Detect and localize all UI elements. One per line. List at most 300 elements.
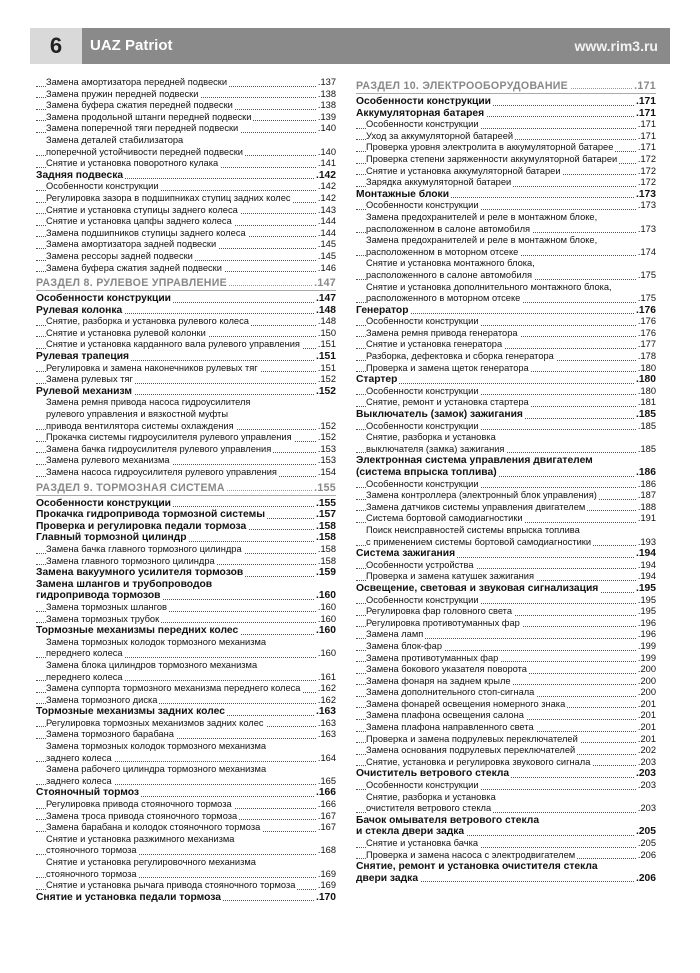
toc-entry-title: Поиск неисправностей системы впрыска топлива (366, 524, 580, 535)
toc-entry-title: Замена вакуумного усилителя тормозов (36, 567, 244, 579)
toc-entry[interactable] (36, 455, 336, 467)
toc-entry[interactable] (356, 282, 656, 294)
toc-entry[interactable] (356, 745, 656, 757)
toc-entry[interactable] (356, 618, 656, 630)
toc-chapter-entry[interactable] (356, 548, 656, 560)
toc-entry[interactable] (36, 637, 336, 649)
toc-page-number: .185 (637, 420, 656, 431)
toc-page-number: .159 (315, 567, 336, 579)
toc-entry[interactable] (36, 444, 336, 456)
toc-chapter-entry[interactable] (356, 455, 656, 467)
toc-entry[interactable] (36, 614, 336, 626)
toc-page-number: .146 (317, 262, 336, 273)
toc-chapter-entry[interactable] (36, 892, 336, 904)
toc-entry[interactable] (36, 112, 336, 124)
toc-entry-title: Замена дополнительного стоп-сигнала (366, 687, 535, 698)
toc-page-number: .176 (637, 327, 656, 338)
toc-entry-title: Снятие, разборка и установка (366, 432, 496, 443)
toc-page-number: .172 (637, 177, 656, 188)
toc-entry-title: Замена рессоры задней подвески (46, 250, 193, 261)
toc-entry[interactable] (36, 764, 336, 776)
toc-entry-title: выключателя (замка) зажигания (366, 443, 505, 454)
toc-entry[interactable] (36, 374, 336, 386)
toc-page-number: .181 (637, 397, 656, 408)
toc-entry[interactable] (36, 799, 336, 811)
toc-page-number: .143 (317, 204, 336, 215)
toc-page-number: .180 (635, 374, 656, 386)
toc-page-number: .196 (637, 617, 656, 628)
toc-entry[interactable] (356, 653, 656, 665)
toc-entry-title: Уход за аккумуляторной батареей (366, 130, 514, 141)
toc-page-number: .145 (317, 239, 336, 250)
toc-entry-title: Рулевая трапеция (36, 351, 130, 363)
toc-entry-title: Снятие и установка цапфы заднего колеса (46, 216, 232, 227)
toc-entry-title: Замена рабочего цилиндра тормозного механизма (46, 764, 267, 775)
toc-entry[interactable] (36, 729, 336, 741)
toc-entry[interactable] (36, 834, 336, 846)
toc-entry[interactable] (36, 193, 336, 205)
toc-page-number: .200 (637, 675, 656, 686)
toc-entry[interactable] (356, 444, 656, 456)
toc-section-heading[interactable] (36, 276, 336, 291)
toc-page-number: .160 (317, 648, 336, 659)
toc-chapter-entry[interactable] (356, 873, 656, 885)
toc-entry[interactable] (356, 792, 656, 804)
toc-page-number: .173 (635, 188, 656, 200)
toc-page-number: .148 (315, 304, 336, 316)
toc-chapter-entry[interactable] (36, 509, 336, 521)
toc-entry-title: Снятие, установка и регулировка звукового сигнала (366, 756, 591, 767)
toc-chapter-entry[interactable] (356, 108, 656, 120)
toc-entry-title: заднего колеса (46, 752, 112, 763)
toc-page-number: .196 (637, 629, 656, 640)
toc-entry-title: Особенности конструкции (366, 780, 479, 791)
toc-entry[interactable] (356, 177, 656, 189)
toc-page-number: .169 (317, 880, 336, 891)
toc-entry-title: двери задка (356, 872, 419, 884)
leader-dots (356, 383, 656, 384)
toc-page-number: .138 (317, 88, 336, 99)
toc-entry[interactable] (356, 490, 656, 502)
toc-chapter-entry[interactable] (36, 498, 336, 510)
toc-entry[interactable] (356, 606, 656, 618)
toc-entry[interactable] (36, 158, 336, 170)
toc-entry-title: Проверка степени заряженности аккумуляторной батареи (366, 153, 618, 164)
toc-entry-title: переднего колеса (46, 671, 123, 682)
toc-entry[interactable] (356, 687, 656, 699)
toc-entry[interactable] (356, 386, 656, 398)
toc-entry[interactable] (356, 479, 656, 491)
toc-entry-title: Система зажигания (356, 548, 456, 560)
toc-chapter-entry[interactable] (356, 374, 656, 386)
toc-page-number: .206 (635, 872, 656, 884)
toc-entry[interactable] (356, 699, 656, 711)
toc-entry[interactable] (356, 513, 656, 525)
toc-chapter-entry[interactable] (36, 625, 336, 637)
toc-page-number: .168 (317, 845, 336, 856)
toc-entry-title: Очиститель ветрового стекла (356, 768, 510, 780)
toc-entry[interactable] (36, 695, 336, 707)
toc-entry-title: Замена блока цилиндров тормозного механизма (46, 659, 258, 670)
toc-chapter-entry[interactable] (356, 305, 656, 317)
toc-entry[interactable] (356, 560, 656, 572)
toc-entry-title: Монтажные блоки (356, 188, 450, 200)
toc-entry-title: Замена суппорта тормозного механизма переднего колеса (46, 683, 301, 694)
toc-entry[interactable] (36, 228, 336, 240)
toc-entry-title: Замена продольной штанги передней подвески (46, 111, 252, 122)
toc-page-number: .186 (637, 478, 656, 489)
toc-page-number: .195 (635, 582, 656, 594)
toc-entry[interactable] (356, 293, 656, 305)
toc-page-number: .171 (634, 80, 656, 92)
toc-entry-title: РАЗДЕЛ 9. ТОРМОЗНАЯ СИСТЕМА (36, 481, 225, 494)
toc-entry[interactable] (356, 537, 656, 549)
toc-entry[interactable] (356, 838, 656, 850)
toc-page-number: .174 (637, 246, 656, 257)
toc-entry[interactable] (356, 397, 656, 409)
toc-chapter-entry[interactable] (36, 386, 336, 398)
toc-chapter-entry[interactable] (356, 826, 656, 838)
toc-entry[interactable] (36, 741, 336, 753)
toc-chapter-entry[interactable] (36, 706, 336, 718)
toc-entry[interactable] (36, 880, 336, 892)
toc-entry[interactable] (356, 710, 656, 722)
toc-entry-title: Проверка и регулировка педали тормоза (36, 520, 247, 532)
toc-entry[interactable] (356, 316, 656, 328)
toc-entry[interactable] (356, 850, 656, 862)
toc-page-number: .163 (315, 706, 336, 718)
toc-page-number: .170 (315, 891, 336, 903)
toc-entry[interactable] (36, 467, 336, 479)
toc-entry[interactable] (36, 432, 336, 444)
toc-entry[interactable] (36, 239, 336, 251)
toc-entry-title: Замена бачка главного тормозного цилиндра (46, 543, 242, 554)
toc-page-number: .195 (637, 594, 656, 605)
toc-page-number: .154 (317, 467, 336, 477)
toc-entry-title: Освещение, световая и звуковая сигнализация (356, 582, 599, 594)
toc-page-number: .185 (637, 443, 656, 454)
toc-entry-title: Рулевой механизм (36, 385, 132, 397)
toc-entry[interactable] (36, 123, 336, 135)
toc-page-number: .152 (317, 374, 336, 385)
toc-chapter-entry[interactable] (36, 351, 336, 363)
toc-chapter-entry[interactable] (36, 521, 336, 533)
toc-entry[interactable] (36, 205, 336, 217)
toc-page-number: .193 (637, 536, 656, 547)
toc-chapter-entry[interactable] (36, 567, 336, 579)
toc-page-number: .160 (317, 601, 336, 612)
toc-page-number: .176 (637, 316, 656, 327)
toc-page-number: .171 (637, 142, 656, 153)
toc-entry[interactable] (356, 235, 656, 247)
toc-page-number: .144 (317, 227, 336, 238)
toc-page-number: .160 (315, 625, 336, 637)
toc-page-number: .142 (315, 169, 336, 181)
toc-entry[interactable] (36, 421, 336, 433)
toc-page-number: .147 (315, 293, 336, 305)
toc-page-number: .166 (315, 787, 336, 799)
toc-page-number: .172 (637, 153, 656, 164)
toc-page-number: .139 (317, 111, 336, 122)
toc-entry[interactable] (36, 556, 336, 568)
toc-entry[interactable] (36, 397, 336, 409)
toc-entry-title: Особенности конструкции (366, 316, 479, 327)
toc-entry[interactable] (356, 212, 656, 224)
toc-page-number: .157 (315, 509, 336, 521)
toc-page-number: .144 (317, 216, 336, 227)
toc-entry[interactable] (36, 602, 336, 614)
toc-page-number: .163 (317, 717, 336, 728)
toc-chapter-entry[interactable] (356, 96, 656, 108)
toc-entry[interactable] (36, 776, 336, 788)
toc-entry[interactable] (356, 363, 656, 375)
toc-chapter-entry[interactable] (36, 293, 336, 305)
toc-page-number: .203 (635, 768, 656, 780)
toc-chapter-entry[interactable] (36, 305, 336, 317)
toc-entry[interactable] (356, 803, 656, 815)
toc-page-number: .165 (317, 775, 336, 786)
toc-chapter-entry[interactable] (36, 787, 336, 799)
toc-page-number: .155 (315, 497, 336, 509)
toc-chapter-entry[interactable] (36, 590, 336, 602)
toc-page-number: .142 (317, 181, 336, 192)
toc-page-number: .140 (317, 123, 336, 134)
toc-entry-title: рулевого управления и вязкостной муфты (46, 409, 229, 420)
toc-entry[interactable] (36, 328, 336, 340)
toc-page-number: .147 (314, 277, 336, 290)
toc-entry[interactable] (356, 676, 656, 688)
toc-page-number: .202 (637, 745, 656, 756)
toc-entry-title: расположенного в салоне автомобиля (366, 269, 533, 280)
toc-entry[interactable] (356, 119, 656, 131)
toc-entry-title: Проверка и замена подрулевых переключателей (366, 733, 578, 744)
toc-entry[interactable] (36, 363, 336, 375)
toc-entry-title: Тормозные механизмы задних колес (36, 706, 225, 718)
toc-entry[interactable] (36, 409, 336, 421)
toc-entry[interactable] (356, 200, 656, 212)
toc-entry-title: Особенности конструкции (366, 385, 479, 396)
toc-page-number: .161 (317, 671, 336, 682)
toc-chapter-entry[interactable] (356, 861, 656, 873)
toc-page-number: .176 (635, 304, 656, 316)
toc-entry[interactable] (36, 77, 336, 89)
toc-entry-title: Замена насоса гидроусилителя рулевого управления (46, 467, 277, 477)
toc-entry-title: Электронная система управления двигателем (356, 455, 593, 467)
toc-entry-title: Замена тормозных шлангов (46, 601, 167, 612)
toc-page-number: .151 (315, 351, 336, 363)
toc-entry-title: Замена блок-фар (366, 640, 442, 651)
toc-entry[interactable] (36, 135, 336, 147)
toc-entry[interactable] (356, 166, 656, 178)
toc-page-number: .150 (317, 327, 336, 338)
toc-entry[interactable] (36, 811, 336, 823)
toc-entry[interactable] (356, 664, 656, 676)
toc-entry[interactable] (356, 258, 656, 270)
toc-page-number: .201 (637, 710, 656, 721)
toc-entry[interactable] (356, 131, 656, 143)
toc-entry-title: Замена контроллера (электронный блок управления) (366, 490, 597, 501)
toc-entry-title: Снятие, ремонт и установка стартера (366, 397, 529, 408)
toc-entry[interactable] (36, 339, 336, 351)
toc-entry-title: стояночного тормоза (46, 868, 137, 879)
toc-page-number: .201 (637, 733, 656, 744)
toc-entry[interactable] (36, 147, 336, 159)
toc-entry-title: Замена предохранителей и реле в монтажном блоке, (366, 235, 598, 246)
toc-page-number: .173 (637, 223, 656, 234)
toc-chapter-entry[interactable] (356, 768, 656, 780)
toc-page-number: .152 (315, 385, 336, 397)
toc-right-column (356, 77, 656, 884)
toc-page-number: .169 (317, 868, 336, 879)
toc-entry-title: расположенном в моторном отсеке (366, 246, 519, 257)
toc-entry-title: Особенности конструкции (46, 181, 159, 192)
toc-entry-title: Проверка уровня электролита в аккумуляторной батарее (366, 142, 614, 153)
toc-chapter-entry[interactable] (356, 583, 656, 595)
toc-page-number: .155 (314, 481, 336, 494)
toc-entry[interactable] (36, 100, 336, 112)
toc-entry-title: и стекла двери задка (356, 826, 465, 838)
toc-entry-title: РАЗДЕЛ 10. ЭЛЕКТРООБОРУДОВАНИЕ (356, 80, 569, 92)
toc-entry[interactable] (356, 432, 656, 444)
toc-entry[interactable] (356, 224, 656, 236)
toc-entry-title: Регулировка привода стояночного тормоза (46, 799, 232, 810)
toc-page-number: .173 (637, 200, 656, 211)
toc-entry[interactable] (36, 316, 336, 328)
toc-entry-title: Замена бачка гидроусилителя рулевого управления (46, 443, 272, 454)
toc-page-number: .148 (317, 316, 336, 327)
toc-entry-title: Главный тормозной цилиндр (36, 532, 187, 544)
toc-entry[interactable] (36, 869, 336, 881)
toc-page-number: .160 (317, 613, 336, 624)
toc-entry[interactable] (36, 683, 336, 695)
toc-entry-title: Выключатель (замок) зажигания (356, 409, 523, 421)
toc-entry[interactable] (356, 339, 656, 351)
toc-entry[interactable] (36, 822, 336, 834)
toc-entry-title: заднего колеса (46, 775, 112, 786)
toc-entry[interactable] (356, 351, 656, 363)
toc-entry[interactable] (36, 753, 336, 765)
toc-chapter-entry[interactable] (36, 532, 336, 544)
toc-page-number: .201 (637, 698, 656, 709)
toc-page-number: .152 (317, 420, 336, 431)
toc-entry[interactable] (356, 154, 656, 166)
toc-entry[interactable] (356, 571, 656, 583)
toc-page-number: .138 (317, 100, 336, 111)
toc-page-number: .160 (315, 590, 336, 602)
toc-page-number: .199 (637, 640, 656, 651)
toc-entry[interactable] (356, 757, 656, 769)
toc-section-heading[interactable] (356, 79, 656, 94)
toc-chapter-entry[interactable] (36, 170, 336, 182)
toc-entry[interactable] (36, 89, 336, 101)
toc-entry-title: с применением системы бортовой самодиагностики (366, 536, 592, 547)
toc-entry[interactable] (356, 595, 656, 607)
toc-entry[interactable] (36, 672, 336, 684)
toc-page-number: .141 (317, 158, 336, 169)
toc-entry-title: Аккумуляторная батарея (356, 107, 485, 119)
toc-entry-title: поперечной устойчивости передней подвески (46, 146, 243, 157)
toc-entry-title: Особенности конструкции (366, 200, 479, 211)
toc-entry[interactable] (36, 544, 336, 556)
toc-page-number: .153 (317, 443, 336, 454)
toc-page-number: .152 (317, 432, 336, 443)
toc-page-number: .194 (637, 559, 656, 570)
toc-entry-title: Регулировка фар головного света (366, 606, 512, 617)
toc-entry-title: Особенности устройства (366, 559, 474, 570)
toc-entry[interactable] (356, 734, 656, 746)
toc-entry[interactable] (36, 857, 336, 869)
toc-chapter-entry[interactable] (356, 409, 656, 421)
toc-entry[interactable] (356, 641, 656, 653)
toc-entry[interactable] (356, 722, 656, 734)
toc-entry-title: Снятие, разборка и установка рулевого колеса (46, 316, 249, 327)
toc-entry-title: Особенности конструкции (356, 96, 491, 107)
toc-page-number: .142 (317, 192, 336, 203)
toc-page-number: .167 (317, 822, 336, 833)
toc-chapter-entry[interactable] (356, 815, 656, 827)
toc-entry[interactable] (36, 181, 336, 193)
toc-section-heading[interactable] (36, 481, 336, 496)
toc-entry-title: Замена тормозных трубок (46, 613, 160, 624)
toc-entry[interactable] (36, 251, 336, 263)
toc-page-number: .200 (637, 664, 656, 675)
toc-entry[interactable] (356, 502, 656, 514)
toc-page-number: .206 (637, 849, 656, 860)
toc-page-number: .158 (315, 520, 336, 532)
toc-entry[interactable] (356, 525, 656, 537)
toc-page-number: .163 (317, 729, 336, 740)
toc-page-number: .203 (637, 756, 656, 767)
toc-entry[interactable] (36, 216, 336, 228)
toc-page-number: .203 (637, 803, 656, 814)
toc-entry[interactable] (356, 142, 656, 154)
toc-page-number: .201 (637, 722, 656, 733)
toc-page-number: .186 (635, 467, 656, 478)
toc-chapter-entry[interactable] (356, 189, 656, 201)
toc-chapter-entry[interactable] (36, 579, 336, 591)
toc-entry[interactable] (356, 328, 656, 340)
toc-entry[interactable] (36, 263, 336, 275)
toc-entry[interactable] (36, 660, 336, 672)
toc-entry-title: Снятие и установка бачка (366, 838, 479, 848)
toc-entry-title: Замена ламп (366, 629, 424, 640)
toc-entry-title: Снятие и установка педали тормоза (36, 891, 221, 903)
toc-entry[interactable] (36, 648, 336, 660)
toc-entry-title: Особенности конструкции (366, 478, 479, 489)
toc-entry[interactable] (356, 270, 656, 282)
toc-entry[interactable] (356, 247, 656, 259)
toc-entry[interactable] (36, 718, 336, 730)
toc-left-column (36, 77, 336, 903)
toc-chapter-entry[interactable] (356, 467, 656, 479)
toc-entry-title: Замена амортизатора задней подвески (46, 239, 217, 250)
toc-entry[interactable] (356, 629, 656, 641)
toc-entry[interactable] (356, 421, 656, 433)
toc-page-number: .171 (635, 96, 656, 107)
toc-entry-title: Замена тормозного диска (46, 694, 158, 705)
toc-entry-title: Проверка и замена насоса с электродвигателем (366, 849, 576, 860)
toc-page-number: .180 (637, 385, 656, 396)
website-link[interactable]: www.rim3.ru (574, 38, 658, 54)
toc-entry-title: Замена рулевых тяг (46, 374, 133, 385)
toc-entry-title: (система впрыска топлива) (356, 467, 497, 478)
toc-page-number: .175 (637, 269, 656, 280)
toc-entry[interactable] (36, 845, 336, 857)
toc-page-number: .171 (637, 119, 656, 130)
toc-entry-title: Снятие, ремонт и установка очистителя стекла (356, 861, 598, 873)
toc-entry-title: Регулировка зазора в подшипниках ступиц задних колес (46, 192, 291, 203)
toc-entry[interactable] (356, 780, 656, 792)
